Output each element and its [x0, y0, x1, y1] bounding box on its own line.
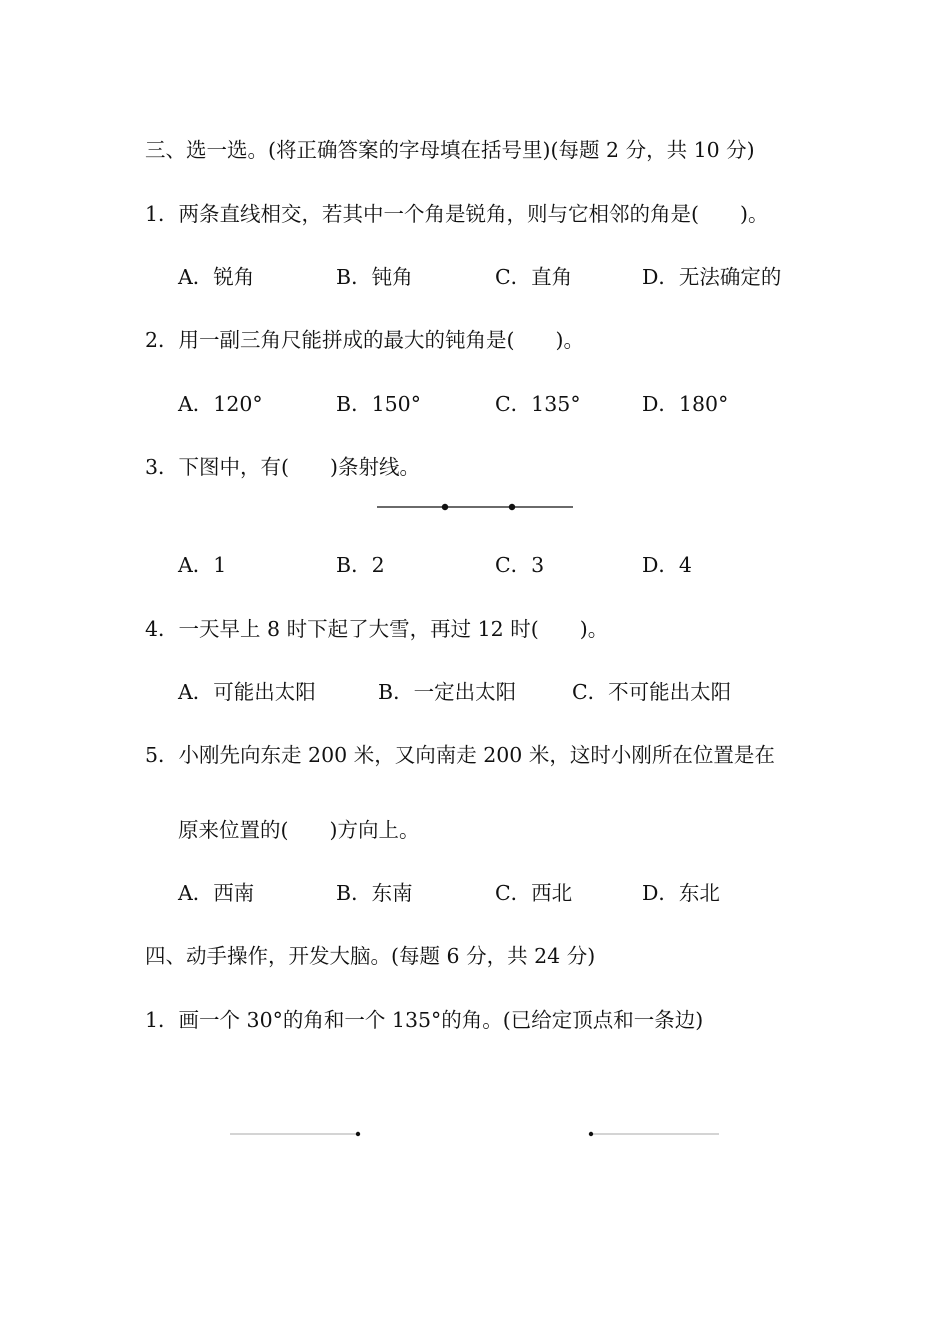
q5-option-c: C．西北	[495, 881, 573, 905]
q4-option-b: B．一定出太阳	[378, 680, 517, 704]
q2-option-c: C．135°	[495, 392, 581, 416]
q3-option-c: C．3	[495, 553, 545, 577]
q4-option-a: A．可能出太阳	[178, 680, 316, 704]
figure-point-2	[509, 504, 515, 510]
q1-option-c: C．直角	[495, 265, 573, 289]
q1-option-b: B．钝角	[336, 265, 413, 289]
q5-option-b: B．东南	[336, 881, 413, 905]
figure-point-1	[442, 504, 448, 510]
section3-heading: 三、选一选。(将正确答案的字母填在括号里)(每题 2 分，共 10 分)	[145, 138, 755, 162]
q4-option-c: C．不可能出太阳	[572, 680, 732, 704]
q2-option-d: D．180°	[642, 392, 729, 416]
q2-option-a: A．120°	[178, 392, 263, 416]
q1-option-d: D．无法确定的	[642, 265, 782, 289]
q3-option-d: D．4	[642, 553, 692, 577]
question-3: 3．下图中，有( )条射线。	[145, 455, 421, 479]
q3-option-a: A．1	[178, 553, 227, 577]
question-5: 5．小刚先向东走 200 米，又向南走 200 米，这时小刚所在位置是在	[145, 743, 775, 767]
q3-option-b: B．2	[336, 553, 385, 577]
vertex-right	[589, 1132, 593, 1136]
question-1: 1．两条直线相交，若其中一个角是锐角，则与它相邻的角是( )。	[145, 202, 769, 226]
s4-question-1: 1．画一个 30°的角和一个 135°的角。(已给定顶点和一条边)	[145, 1008, 704, 1032]
q2-option-b: B．150°	[336, 392, 421, 416]
q5-option-a: A．西南	[178, 881, 255, 905]
question-4: 4．一天早上 8 时下起了大雪，再过 12 时( )。	[145, 617, 609, 641]
q1-option-a: A．锐角	[178, 265, 255, 289]
question-5-continued: 原来位置的( )方向上。	[178, 818, 420, 842]
section4-heading: 四、动手操作，开发大脑。(每题 6 分，共 24 分)	[145, 944, 596, 968]
q5-option-d: D．东北	[642, 881, 720, 905]
vertex-left	[356, 1132, 360, 1136]
question-2: 2．用一副三角尺能拼成的最大的钝角是( )。	[145, 328, 585, 352]
